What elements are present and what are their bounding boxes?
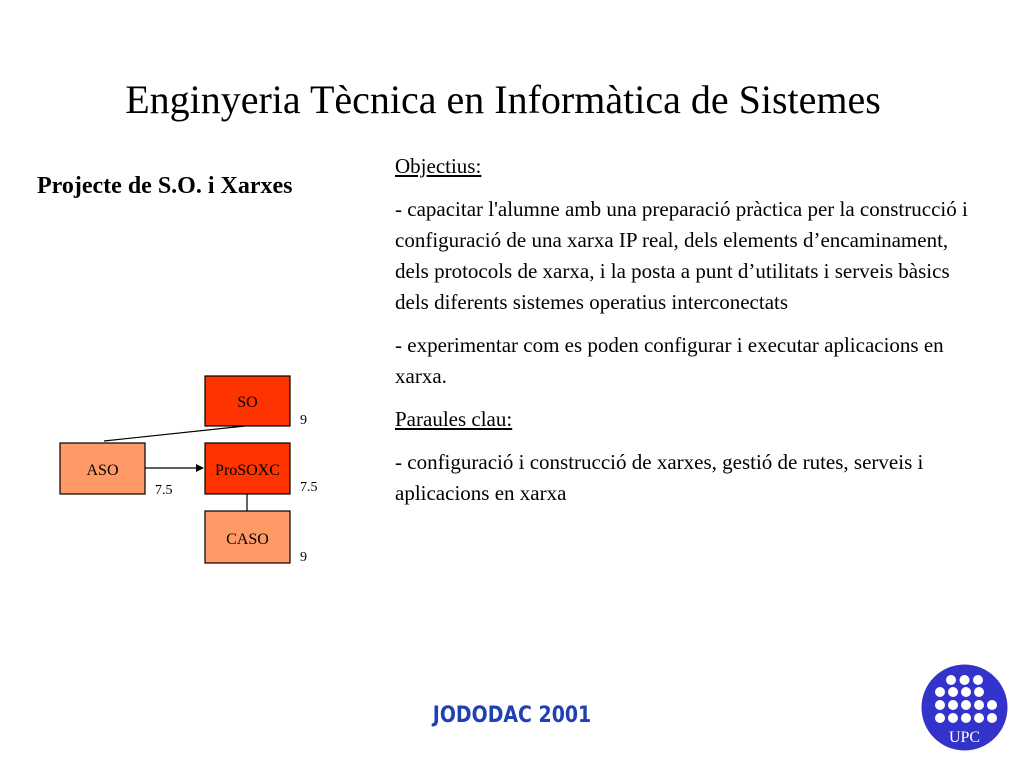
node-prosoxc-grade: 7.5 <box>300 480 318 495</box>
node-prosoxc-label: ProSOXC <box>215 462 280 479</box>
node-aso-grade: 7.5 <box>155 483 173 498</box>
node-caso <box>205 511 290 563</box>
node-caso-grade: 9 <box>300 550 307 565</box>
node-prosoxc <box>205 443 290 494</box>
node-so-grade: 9 <box>300 413 307 428</box>
node-aso-label: ASO <box>86 462 119 479</box>
node-so <box>205 376 290 426</box>
upc-logo <box>921 664 1008 751</box>
node-aso <box>60 443 145 494</box>
objective-item-1: - capacitar l'alumne amb una preparació pràctica per la construcció i configuració de una xarxa IP real, dels elements d’encaminament, dels protocols de xarxa, i la posta a punt d’utilitats i serveis bàsics dels diferents sistemes operatius interconectats <box>395 197 968 314</box>
slide-title: Enginyeria Tècnica en Informàtica de Sistemes <box>125 77 881 122</box>
connector-aso-so <box>104 426 245 441</box>
objective-item-2: - experimentar com es poden configurar i executar aplicacions en xarxa. <box>395 333 944 388</box>
upc-logo-text: UPC <box>948 729 981 746</box>
node-caso-label: CASO <box>226 531 269 548</box>
footer-label: JODODAC 2001 <box>432 703 592 728</box>
keywords-text: - configuració i construcció de xarxes, gestió de rutes, serveis i aplicacions en xarxa <box>395 450 924 505</box>
slide-subtitle: Projecte de S.O. i Xarxes <box>37 173 293 199</box>
keywords-heading: Paraules clau: <box>395 407 513 431</box>
node-so-label: SO <box>237 394 258 411</box>
objectives-heading: Objectius: <box>395 154 482 178</box>
